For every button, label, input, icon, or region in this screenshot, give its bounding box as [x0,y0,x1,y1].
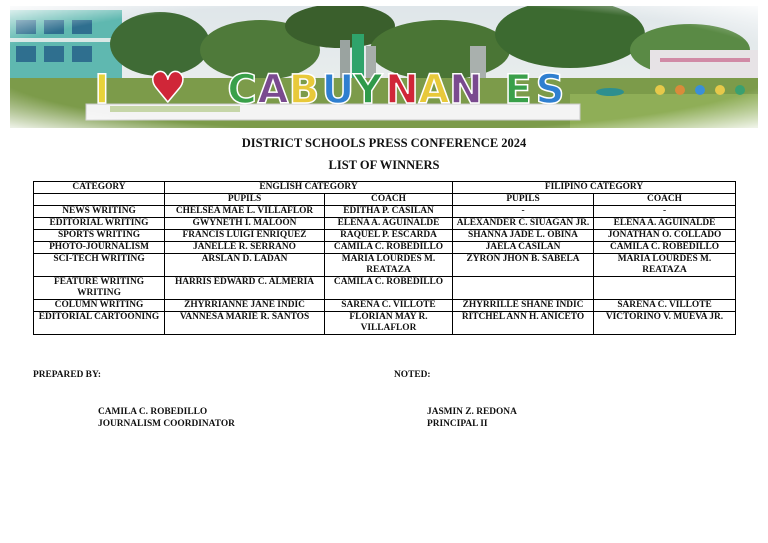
english-pupil-cell: GWYNETH I. MALOON [165,218,325,230]
english-pupil-cell: ARSLAN D. LADAN [165,254,325,277]
prepared-by-name: CAMILA C. ROBEDILLO [98,407,208,417]
english-coach-cell: RAQUEL P. ESCARDA [325,230,453,242]
banner-illustration [10,6,758,128]
category-cell: SCI-TECH WRITING [34,254,165,277]
table-row [34,277,736,300]
prepared-by-position: JOURNALISM COORDINATOR [98,419,235,429]
table-header-row [34,182,736,194]
empty-cell [34,194,165,206]
category-cell: SPORTS WRITING [34,230,165,242]
filipino-coach-cell: ELENA A. AGUINALDE [594,218,736,230]
prepared-by-label: PREPARED BY: [33,370,101,380]
noted-label: NOTED: [394,370,431,380]
filipino-coach-header: COACH [594,194,736,206]
category-cell: FEATURE WRITING WRITING [34,277,165,300]
table-row [34,206,736,218]
category-cell: PHOTO-JOURNALISM [34,242,165,254]
document-title: DISTRICT SCHOOLS PRESS CONFERENCE 2024 [241,136,527,150]
english-pupil-cell: VANNESA MARIE R. SANTOS [165,312,325,335]
winners-table [33,181,736,335]
noted-by-position: PRINCIPAL II [427,419,488,429]
english-coach-cell: ELENA A. AGUINALDE [325,218,453,230]
english-pupil-cell: ZHYRRIANNE JANE INDIC [165,300,325,312]
category-header: CATEGORY [34,182,165,194]
english-coach-cell: FLORIAN MAY R. VILLAFLOR [325,312,453,335]
school-banner-photo [10,6,758,128]
filipino-pupils-header: PUPILS [453,194,594,206]
category-cell: EDITORIAL WRITING [34,218,165,230]
filipino-pupil-cell: RITCHEL ANN H. ANICETO [453,312,594,335]
english-pupil-cell: HARRIS EDWARD C. ALMERIA [165,277,325,300]
english-pupil-cell: JANELLE R. SERRANO [165,242,325,254]
table-subheader-row [34,194,736,206]
filipino-category-header: FILIPINO CATEGORY [453,182,736,194]
category-cell: EDITORIAL CARTOONING [34,312,165,335]
table-row [34,230,736,242]
english-coach-cell: EDITHA P. CASILAN [325,206,453,218]
table-row [34,242,736,254]
filipino-coach-cell: VICTORINO V. MUEVA JR. [594,312,736,335]
category-cell: COLUMN WRITING [34,300,165,312]
noted-by-name: JASMIN Z. REDONA [427,407,517,417]
filipino-pupil-cell [453,277,594,300]
filipino-pupil-cell: ZYRON JHON B. SABELA [453,254,594,277]
filipino-pupil-cell: ALEXANDER C. SIUAGAN JR. [453,218,594,230]
filipino-pupil-cell: ZHYRRILLE SHANE INDIC [453,300,594,312]
filipino-coach-cell: - [594,206,736,218]
english-category-header: ENGLISH CATEGORY [165,182,453,194]
english-coach-header: COACH [325,194,453,206]
filipino-pupil-cell: - [453,206,594,218]
english-coach-cell: MARIA LOURDES M. REATAZA [325,254,453,277]
filipino-coach-cell: JONATHAN O. COLLADO [594,230,736,242]
english-coach-cell: SARENA C. VILLOTE [325,300,453,312]
filipino-pupil-cell: SHANNA JADE L. OBINA [453,230,594,242]
table-row [34,312,736,335]
filipino-coach-cell: SARENA C. VILLOTE [594,300,736,312]
english-pupils-header: PUPILS [165,194,325,206]
filipino-coach-cell: CAMILA C. ROBEDILLO [594,242,736,254]
table-row [34,300,736,312]
table-row [34,218,736,230]
document-subtitle: LIST OF WINNERS [328,158,440,172]
english-pupil-cell: FRANCIS LUIGI ENRIQUEZ [165,230,325,242]
category-cell: NEWS WRITING [34,206,165,218]
english-pupil-cell: CHELSEA MAE L. VILLAFLOR [165,206,325,218]
table-row [34,254,736,277]
filipino-coach-cell [594,277,736,300]
filipino-coach-cell: MARIA LOURDES M. REATAZA [594,254,736,277]
filipino-pupil-cell: JAELA CASILAN [453,242,594,254]
english-coach-cell: CAMILA C. ROBEDILLO [325,277,453,300]
english-coach-cell: CAMILA C. ROBEDILLO [325,242,453,254]
